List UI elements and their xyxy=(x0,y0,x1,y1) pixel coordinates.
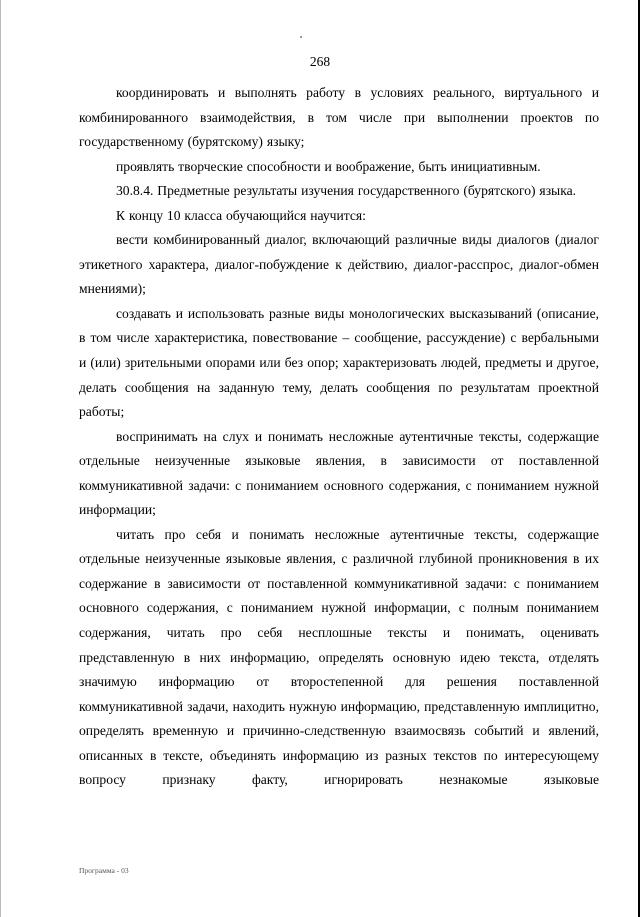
paragraph: К концу 10 класса обучающийся научится: xyxy=(116,207,366,223)
paragraph: воспринимать на слух и понимать несложные аутентичные тексты, содержащие отдельные неизученные языковые явления, в зависимости от поставленной коммуникативной задачи: с пониманием основного содержания, с пониманием нужной информации; xyxy=(79,428,599,518)
scan-speck xyxy=(300,36,302,38)
paragraph: читать про себя и понимать несложные аутентичные тексты, содержащие отдельные неизученные языковые явления, с различной глубиной проникновения в их содержание в зависимости от поставленной коммуникативной задачи: с пониманием основного содержания, с пониманием нужной информации, с полным пониманием содержания, читать про себя несплошные тексты и понимать, оценивать представленную в них информацию, определять основную идею текста, отделять значимую информацию от второстепенной для решения поставленной коммуникативной задачи, находить нужную информацию, представленную имплицитно, определять временную и причинно-следственную взаимосвязь событий и явлений, описанных в тексте, объединять информацию из разных текстов по интересующему вопросу признаку факту, игнорировать незнакомые языковые xyxy=(79,526,599,788)
paragraph: создавать и использовать разные виды монологических высказываний (описание, в том числе характеристика, повествование – сообщение, рассуждение) с вербальными и (или) зрительными опорами или без опор; характеризовать людей, предметы и другое, делать сообщения на заданную тему, делать сообщения по результатам проектной работы; xyxy=(79,305,599,420)
scan-edge-left xyxy=(0,0,1,917)
body-text xyxy=(79,81,599,793)
paragraph: проявлять творческие способности и воображение, быть инициативным. xyxy=(116,158,541,174)
paragraph: вести комбинированный диалог, включающий различные виды диалогов (диалог этикетного характера, диалог-побуждение к действию, диалог-расспрос, диалог-обмен мнениями); xyxy=(79,232,599,297)
page-number: 268 xyxy=(309,54,331,69)
paragraph: 30.8.4. Предметные результаты изучения государственного (бурятского) языка. xyxy=(116,183,577,199)
paragraph: координировать и выполнять работу в условиях реального, виртуального и комбинированного взаимодействия, в том числе при выполнении проектов по государственному (бурятскому) языку; xyxy=(79,85,599,150)
page-footer: Программа - 03 xyxy=(79,866,129,875)
